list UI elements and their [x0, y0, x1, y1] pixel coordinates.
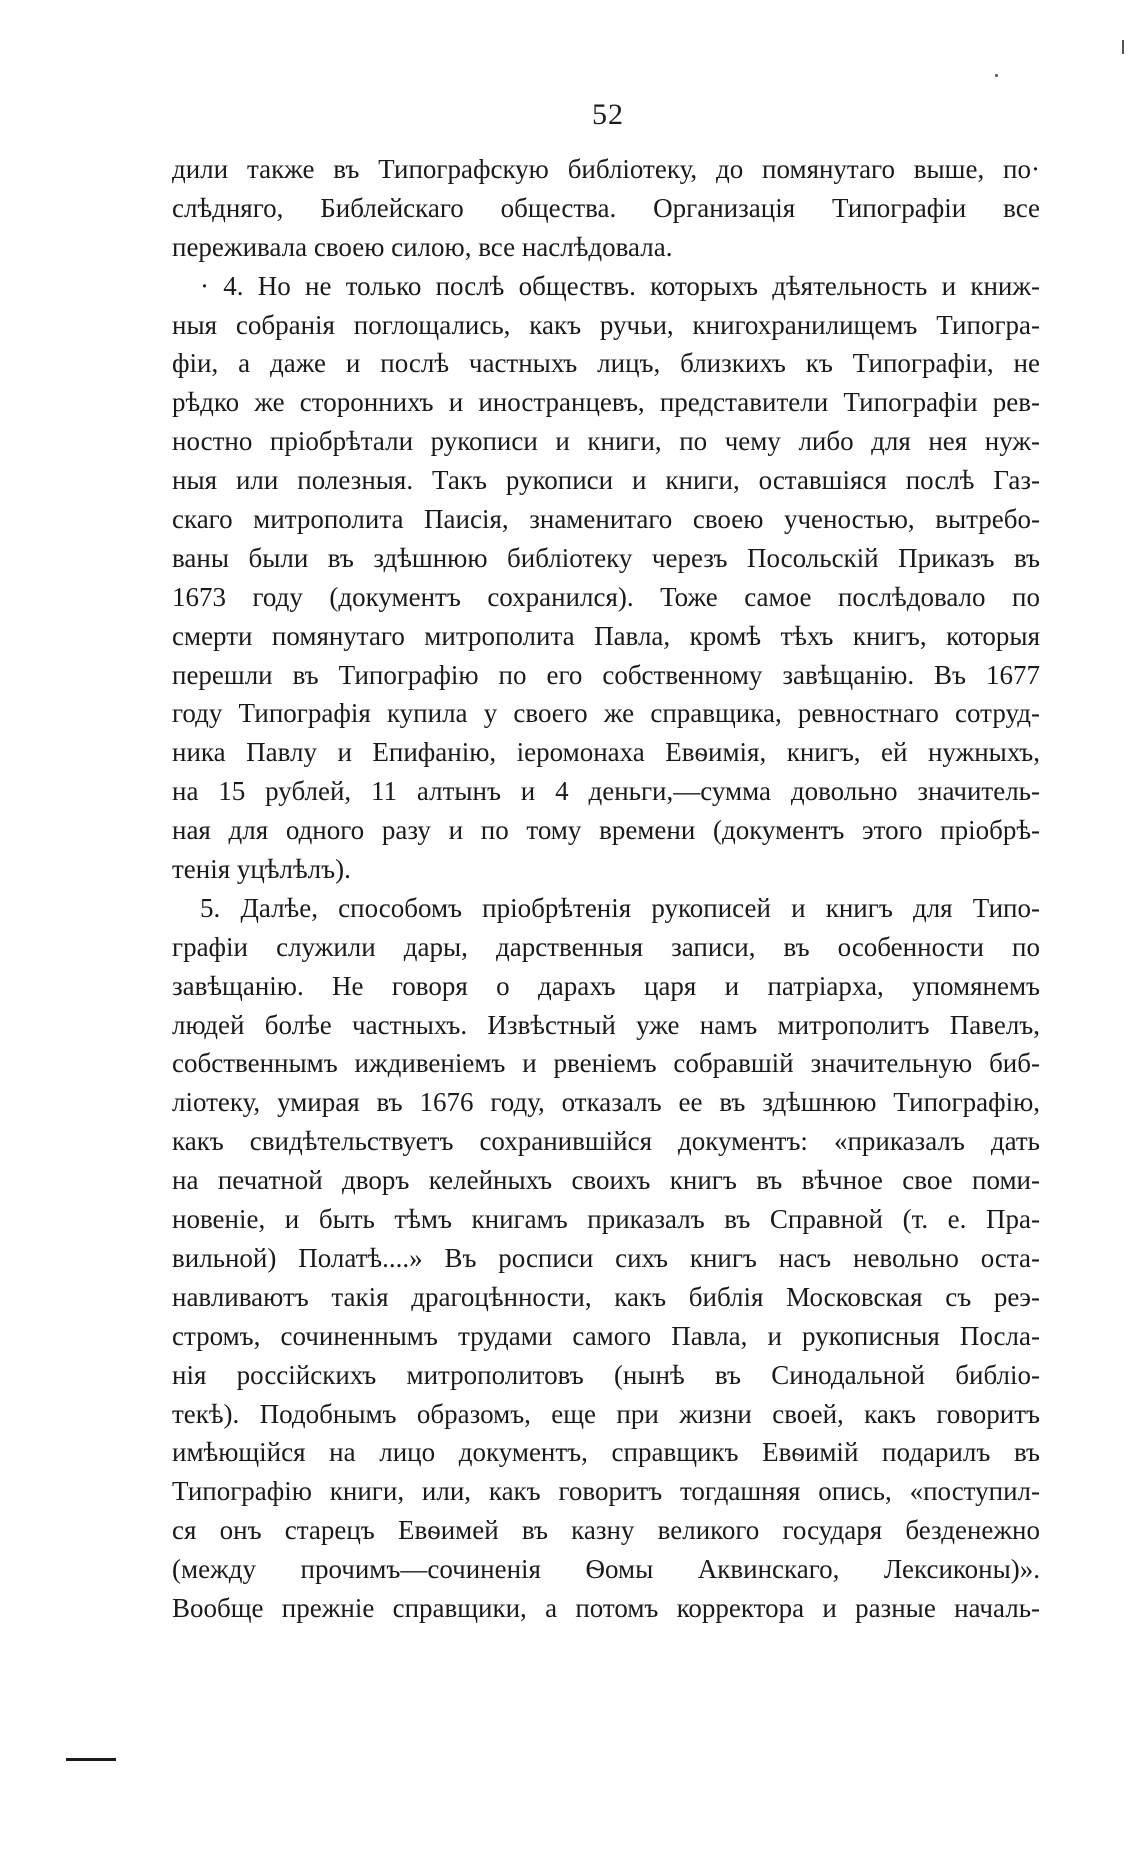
page-number: 52	[592, 98, 624, 131]
body-text	[172, 150, 1040, 1628]
text-line: фіи, а даже и послѣ частныхъ лицъ, близкихъ къ Типографіи, не	[172, 348, 1040, 379]
text-line: навливаютъ такія драгоцѣнности, какъ библія Московская съ реэ-	[172, 1281, 1040, 1312]
text-line: текѣ). Подобнымъ образомъ, еще при жизни своей, какъ говоритъ	[172, 1398, 1040, 1429]
text-line: нія россійскихъ митрополитовъ (нынѣ въ Синодальной библіо-	[172, 1359, 1040, 1390]
text-line: дили также въ Типографскую библіотеку, до помянутаго выше, по·	[172, 154, 1040, 184]
paragraph-5-start: 5. Далѣе, способомъ пріобрѣтенія рукописей и книгъ для Типо-	[200, 892, 1040, 923]
text-line: на 15 рублей, 11 алтынъ и 4 деньги,—сумма довольно значитель-	[172, 776, 1040, 807]
text-line: завѣщанію. Не говоря о дарахъ царя и патріарха, упомянемъ	[172, 970, 1040, 1001]
print-speck	[995, 74, 998, 77]
text-line: году Типографія купила у своего же справщика, ревностнаго сотруд-	[172, 698, 1040, 729]
text-line: ся онъ старецъ Евѳимей въ казну великого государя безденежно	[172, 1515, 1040, 1546]
text-line: имѣющійся на лицо документъ, справщикъ Евѳимій подарилъ въ	[172, 1437, 1040, 1468]
text-line: (между прочимъ—сочиненія Ѳомы Аквинскаго, Лексиконы)».	[172, 1554, 1040, 1585]
text-line: ная для одного разу и по тому времени (документъ этого пріобрѣ-	[172, 815, 1040, 846]
text-line: тенія уцѣлѣлъ).	[172, 854, 351, 885]
text-line: на печатной дворъ келейныхъ своихъ книгъ въ вѣчное свое поми-	[172, 1165, 1040, 1196]
text-line: ліотеку, умирая въ 1676 году, отказалъ ее въ здѣшнюю Типографію,	[172, 1087, 1040, 1118]
text-line: перешли въ Типографію по его собственному завѣщанію. Въ 1677	[172, 659, 1040, 690]
text-line: вильной) Полатѣ....» Въ росписи сихъ книгъ насъ невольно оста-	[172, 1242, 1040, 1273]
text-line: скаго митрополита Паисія, знаменитаго своею ученостью, вытребо-	[172, 504, 1040, 535]
text-line: ваны были въ здѣшнюю библіотеку черезъ Посольскій Приказъ въ	[172, 542, 1040, 573]
text-line: ника Павлу и Епифанію, іеромонаха Евѳимія, книгъ, ей нужныхъ,	[172, 737, 1040, 768]
text-line: смерти помянутаго митрополита Павла, кромѣ тѣхъ книгъ, которыя	[172, 620, 1040, 651]
margin-dash	[66, 1758, 116, 1761]
text-line: переживала своею силою, все наслѣдовала.	[172, 231, 673, 262]
text-line: ныя собранія поглощались, какъ ручьи, книгохранилищемъ Типогра-	[172, 309, 1040, 340]
text-line: стромъ, сочиненнымъ трудами самого Павла, и рукописныя Посла-	[172, 1320, 1040, 1351]
text-line: ностно пріобрѣтали рукописи и книги, по чему либо для нея нуж-	[172, 426, 1040, 457]
text-line: Типографію книги, или, какъ говоритъ тогдашняя опись, «поступил-	[172, 1476, 1040, 1507]
text-line: Вообще прежніе справщики, а потомъ корректора и разные началь-	[172, 1592, 1040, 1623]
text-line: собственнымъ иждивеніемъ и рвеніемъ собравшій значительную биб-	[172, 1048, 1040, 1079]
margin-speck	[1122, 40, 1124, 54]
text-line: людей болѣе частныхъ. Извѣстный уже намъ митрополитъ Павелъ,	[172, 1009, 1040, 1040]
text-line: слѣдняго, Библейскаго общества. Организація Типографіи все	[172, 192, 1040, 223]
paragraph-4-start: · 4. Но не только послѣ обществъ. которыхъ дѣятельность и книж-	[200, 270, 1040, 301]
text-line: графіи служили дары, дарственныя записи, въ особенности по	[172, 931, 1040, 962]
text-line: 1673 году (документъ сохранился). Тоже самое послѣдовало по	[172, 581, 1040, 612]
text-line: ныя или полезныя. Такъ рукописи и книги, оставшіяся послѣ Газ-	[172, 465, 1040, 496]
text-line: рѣдко же стороннихъ и иностранцевъ, представители Типографіи рев-	[172, 387, 1040, 418]
text-line: какъ свидѣтельствуетъ сохранившійся документъ: «приказалъ дать	[172, 1126, 1040, 1157]
text-line: новеніе, и быть тѣмъ книгамъ приказалъ въ Справной (т. е. Пра-	[172, 1204, 1040, 1235]
